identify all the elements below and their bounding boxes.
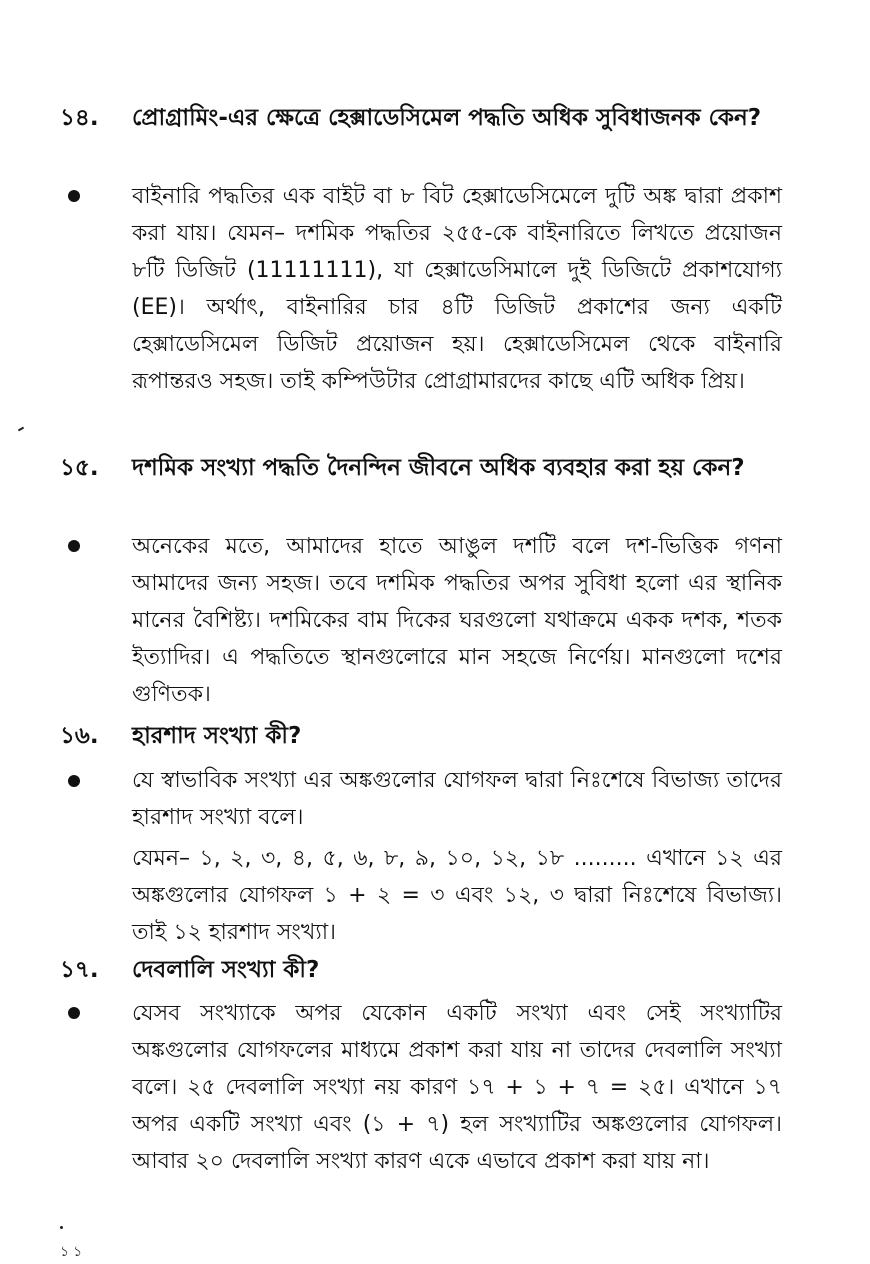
question-14-text: প্রোগ্রামিং-এর ক্ষেত্রে হেক্সাডেসিমেল পদ্ধতি অধিক সুবিধাজনক কেন?: [132, 105, 762, 131]
bullet-icon: [68, 1007, 80, 1019]
page-number: ১১: [60, 1244, 87, 1260]
question-14-number: ১৪.: [60, 105, 99, 131]
question-16-number: ১৬.: [60, 723, 99, 749]
scan-speck: [18, 427, 24, 432]
question-17-number: ১৭.: [60, 957, 99, 983]
question-15-number: ১৫.: [60, 455, 99, 481]
answer-17-text: যেসব সংখ্যাকে অপর যেকোন একটি সংখ্যা এবং সেই সংখ্যাটির অঙ্কগুলোর যোগফলের মাধ্যমে প্রকাশ করা যায় না তাদের দেবলালি সংখ্যা বলে। ২৫ দেবলালি সংখ্যা নয় কারণ ১৭ + ১ + ৭ = ২৫। এখানে ১৭ অপর একটি সংখ্যা এবং (১ + ৭) হল সংখ্যাটির অঙ্কগুলোর যোগফল। আবার ২০ দেবলালি সংখ্যা কারণ একে এভাবে প্রকাশ করা যায় না।: [132, 1001, 782, 1174]
answer-16-example: যেমন– ১, ২, ৩, ৪, ৫, ৬, ৮, ৯, ১০, ১২, ১৮ ......... এখানে ১২ এর অঙ্কগুলোর যোগফল ১ + ২ = ৩ এবং ১২, ৩ দ্বারা নিঃশেষে বিভাজ্য। তাই ১২ হারশাদ সংখ্যা।: [132, 846, 782, 945]
bullet-icon: [68, 190, 80, 202]
answer-16-text: যে স্বাভাবিক সংখ্যা এর অঙ্কগুলোর যোগফল দ্বারা নিঃশেষে বিভাজ্য তাদের হারশাদ সংখ্যা বলে।: [132, 768, 782, 830]
answer-14-text: বাইনারি পদ্ধতির এক বাইট বা ৮ বিট হেক্সাডেসিমেলে দুটি অঙ্ক দ্বারা প্রকাশ করা যায়। যেমন– দশমিক পদ্ধতির ২৫৫-কে বাইনারিতে লিখতে প্রয়োজন ৮টি ডিজিট (11111111), যা হেক্সাডেসিমালে দুই ডিজিটে প্রকাশযোগ্য (EE)। অর্থাৎ, বাইনারির চার ৪টি ডিজিট প্রকাশের জন্য একটি হেক্সাডেসিমেল ডিজিট প্রয়োজন হয়। হেক্সাডেসিমেল থেকে বাইনারি রূপান্তরও সহজ। তাই কম্পিউটার প্রোগ্রামারদের কাছে এটি অধিক প্রিয়।: [132, 184, 782, 394]
bullet-icon: [68, 775, 80, 787]
question-16-text: হারশাদ সংখ্যা কী?: [132, 723, 302, 749]
question-17-text: দেবলালি সংখ্যা কী?: [132, 957, 320, 983]
answer-15-text: অনেকের মতে, আমাদের হাতে আঙুল দশটি বলে দশ-ভিত্তিক গণনা আমাদের জন্য সহজ। তবে দশমিক পদ্ধতির অপর সুবিধা হলো এর স্থানিক মানের বৈশিষ্ট্য। দশমিকের বাম দিকের ঘরগুলো যথাক্রমে একক দশক, শতক ইত্যাদির। এ পদ্ধতিতে স্থানগুলোরে মান সহজে নির্ণেয়। মানগুলো দশের গুণিতক।: [132, 534, 782, 707]
scan-speck: [60, 1226, 63, 1229]
question-15-text: দশমিক সংখ্যা পদ্ধতি দৈনন্দিন জীবনে অধিক ব্যবহার করা হয় কেন?: [132, 455, 745, 481]
bullet-icon: [68, 540, 80, 552]
